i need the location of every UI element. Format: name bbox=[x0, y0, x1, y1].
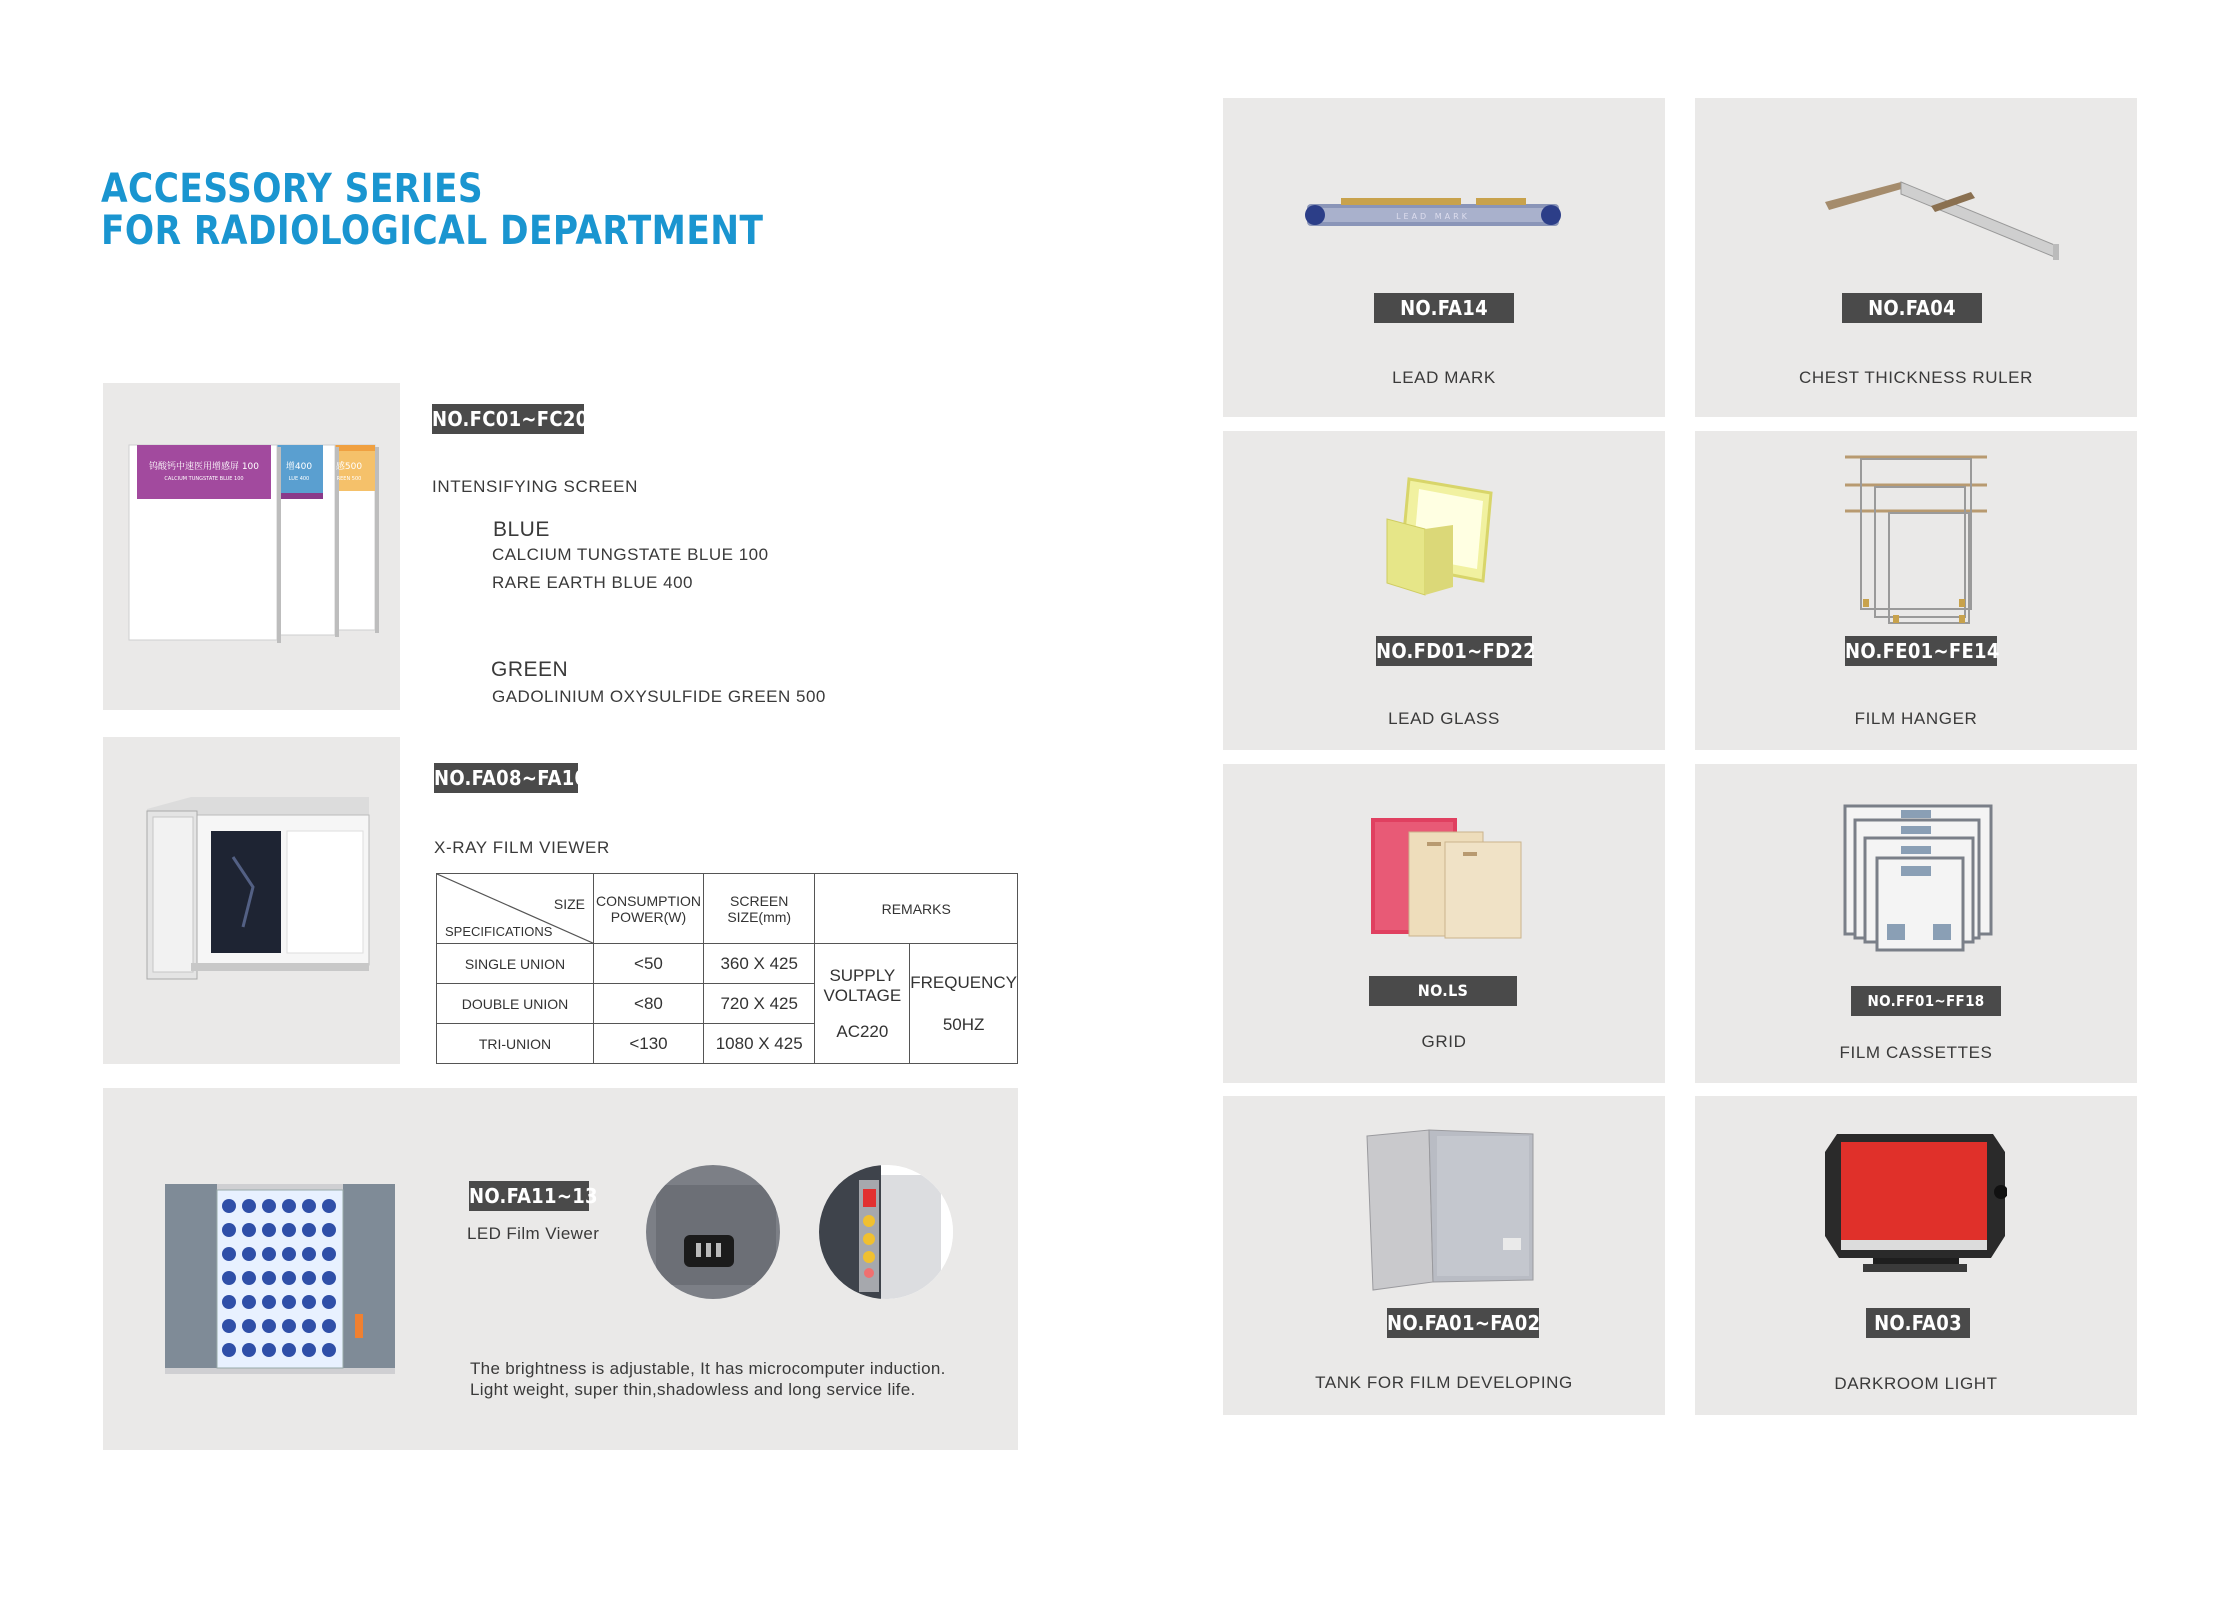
film-viewer-spec-table bbox=[436, 873, 1018, 1064]
led-dot bbox=[282, 1343, 296, 1357]
led-dot bbox=[322, 1319, 336, 1333]
led-dot bbox=[302, 1295, 316, 1309]
blue-heading: BLUE bbox=[493, 518, 550, 541]
led-viewer-caption: LED Film Viewer bbox=[467, 1224, 600, 1243]
chest-ruler-badge: NO.FA04 bbox=[1842, 293, 1982, 323]
led-dot bbox=[302, 1343, 316, 1357]
led-dot bbox=[222, 1295, 236, 1309]
control-panel-icon bbox=[819, 1165, 953, 1299]
film-cassettes-badge: NO.FF01~FF18 bbox=[1851, 986, 2001, 1016]
led-dot bbox=[242, 1319, 256, 1333]
grid-caption: GRID bbox=[1421, 1032, 1467, 1051]
led-dot bbox=[322, 1247, 336, 1261]
led-dot bbox=[242, 1223, 256, 1237]
col-consumption-power: CONSUMPTION POWER(W) bbox=[593, 874, 703, 944]
led-dot bbox=[282, 1199, 296, 1213]
film-hanger-illustration bbox=[1841, 449, 1991, 629]
supply-voltage-label: SUPPLY VOLTAGE bbox=[823, 965, 902, 1005]
screen-label-1: 钨酸钙中速医用增感屏 100 bbox=[148, 462, 260, 472]
led-description-line-1: The brightness is adjustable, It has microcomputer induction. bbox=[470, 1359, 946, 1378]
led-dot bbox=[302, 1319, 316, 1333]
page-title bbox=[101, 168, 763, 252]
lead-mark-illustration bbox=[1301, 194, 1565, 234]
supply-voltage-value: AC220 bbox=[836, 1021, 889, 1041]
row-power: <50 bbox=[593, 944, 703, 984]
lead-glass-badge: NO.FD01~FD22 bbox=[1376, 636, 1532, 666]
grid-illustration bbox=[1367, 812, 1527, 942]
title-line-2: FOR RADIOLOGICAL DEPARTMENT bbox=[101, 208, 764, 254]
screen-label-6: REEN 500 bbox=[336, 476, 362, 482]
led-dot bbox=[222, 1271, 236, 1285]
col-remarks: REMARKS bbox=[815, 874, 1018, 944]
led-dot bbox=[222, 1247, 236, 1261]
film-viewer-caption: X-RAY FILM VIEWER bbox=[434, 838, 610, 857]
row-power: <80 bbox=[593, 984, 703, 1024]
led-dot bbox=[242, 1247, 256, 1261]
led-dot bbox=[322, 1271, 336, 1285]
screen-label-5: 感500 bbox=[335, 462, 363, 472]
led-dot bbox=[262, 1343, 276, 1357]
film-viewer-badge: NO.FA08~FA10 bbox=[434, 763, 578, 793]
led-dot bbox=[262, 1319, 276, 1333]
led-dot bbox=[262, 1199, 276, 1213]
lead-glass-illustration bbox=[1379, 469, 1519, 609]
green-item-1: GADOLINIUM OXYSULFIDE GREEN 500 bbox=[492, 687, 826, 706]
title-line-1: ACCESSORY SERIES bbox=[101, 166, 484, 212]
film-cassettes-illustration bbox=[1841, 802, 1995, 958]
product-card-film-cassettes bbox=[1695, 764, 2137, 1083]
tank-badge: NO.FA01~FA02 bbox=[1387, 1308, 1539, 1338]
tank-illustration bbox=[1363, 1128, 1539, 1292]
led-description-line-2: Light weight, super thin,shadowless and long service life. bbox=[470, 1380, 916, 1399]
product-card-darkroom-light bbox=[1695, 1096, 2137, 1415]
film-hanger-caption: FILM HANGER bbox=[1854, 709, 1978, 728]
col-screen-size: SCREEN SIZE(mm) bbox=[703, 874, 815, 944]
led-dot bbox=[222, 1343, 236, 1357]
blue-item-1: CALCIUM TUNGSTATE BLUE 100 bbox=[492, 545, 769, 564]
darkroom-light-badge: NO.FA03 bbox=[1866, 1308, 1970, 1338]
row-screen: 360 X 425 bbox=[703, 944, 815, 984]
row-power: <130 bbox=[593, 1024, 703, 1064]
intensifying-screen-illustration bbox=[103, 383, 400, 710]
frequency-value: 50HZ bbox=[942, 1014, 985, 1034]
table-corner-cell bbox=[437, 874, 594, 944]
tank-caption: TANK FOR FILM DEVELOPING bbox=[1315, 1373, 1573, 1392]
led-dot bbox=[242, 1295, 256, 1309]
lead-mark-text: LEAD MARK bbox=[1396, 212, 1470, 221]
size-label: SIZE bbox=[553, 896, 585, 912]
green-heading: GREEN bbox=[491, 658, 569, 681]
led-dot bbox=[302, 1223, 316, 1237]
led-dot bbox=[262, 1247, 276, 1261]
film-viewer-illustration bbox=[103, 737, 400, 1064]
row-screen: 720 X 425 bbox=[703, 984, 815, 1024]
power-socket-icon bbox=[646, 1165, 780, 1299]
led-dot bbox=[262, 1271, 276, 1285]
specifications-label: SPECIFICATIONS bbox=[445, 924, 553, 939]
darkroom-light-caption: DARKROOM LIGHT bbox=[1834, 1374, 1998, 1393]
screen-label-3: 增400 bbox=[285, 462, 313, 472]
led-dot bbox=[242, 1271, 256, 1285]
led-dot bbox=[242, 1343, 256, 1357]
film-cassettes-caption: FILM CASSETTES bbox=[1839, 1043, 1993, 1062]
film-hanger-badge: NO.FE01~FE14 bbox=[1845, 636, 1997, 666]
row-name: DOUBLE UNION bbox=[437, 984, 594, 1024]
led-dot bbox=[222, 1223, 236, 1237]
led-viewer-badge: NO.FA11~13 bbox=[469, 1181, 589, 1211]
led-dot bbox=[282, 1319, 296, 1333]
led-dot bbox=[262, 1295, 276, 1309]
led-dot bbox=[322, 1295, 336, 1309]
led-dot bbox=[282, 1271, 296, 1285]
lead-glass-caption: LEAD GLASS bbox=[1388, 709, 1500, 728]
lead-mark-badge: NO.FA14 bbox=[1374, 293, 1514, 323]
screen-label-2: CALCIUM TUNGSTATE BLUE 100 bbox=[164, 476, 244, 482]
led-dot bbox=[322, 1223, 336, 1237]
darkroom-light-illustration bbox=[1823, 1132, 2007, 1282]
intensifying-screen-image-panel bbox=[103, 383, 400, 710]
led-dot bbox=[302, 1271, 316, 1285]
control-panel-detail bbox=[819, 1165, 953, 1299]
intensifying-screen-badge: NO.FC01~FC20 bbox=[432, 404, 584, 434]
chest-ruler-illustration bbox=[1821, 172, 2061, 272]
led-dot bbox=[302, 1247, 316, 1261]
row-screen: 1080 X 425 bbox=[703, 1024, 815, 1064]
led-dot bbox=[322, 1343, 336, 1357]
led-dot bbox=[282, 1223, 296, 1237]
frequency-cell bbox=[910, 944, 1018, 1064]
supply-voltage-cell bbox=[815, 944, 910, 1064]
screen-label-4: LUE 400 bbox=[288, 476, 310, 482]
product-card-lead-mark bbox=[1223, 98, 1665, 417]
frequency-label: FREQUENCY bbox=[910, 972, 1017, 992]
led-dot bbox=[222, 1319, 236, 1333]
led-dot bbox=[262, 1223, 276, 1237]
grid-badge: NO.LS bbox=[1369, 976, 1517, 1006]
row-name: SINGLE UNION bbox=[437, 944, 594, 984]
power-socket-detail bbox=[646, 1165, 780, 1299]
led-dot bbox=[282, 1247, 296, 1261]
led-dot bbox=[322, 1199, 336, 1213]
chest-ruler-caption: CHEST THICKNESS RULER bbox=[1799, 368, 2033, 387]
led-viewer-panel bbox=[103, 1088, 1018, 1450]
product-card-lead-glass bbox=[1223, 431, 1665, 750]
product-card-chest-ruler bbox=[1695, 98, 2137, 417]
product-card-film-hanger bbox=[1695, 431, 2137, 750]
blue-item-2: RARE EARTH BLUE 400 bbox=[492, 573, 693, 592]
led-dot bbox=[222, 1199, 236, 1213]
lead-mark-caption: LEAD MARK bbox=[1392, 368, 1496, 387]
product-card-tank bbox=[1223, 1096, 1665, 1415]
led-dot bbox=[302, 1199, 316, 1213]
led-dot bbox=[242, 1199, 256, 1213]
row-name: TRI-UNION bbox=[437, 1024, 594, 1064]
led-dot bbox=[282, 1295, 296, 1309]
intensifying-screen-caption: INTENSIFYING SCREEN bbox=[432, 477, 638, 496]
film-viewer-image-panel bbox=[103, 737, 400, 1064]
product-card-grid bbox=[1223, 764, 1665, 1083]
led-viewer-illustration bbox=[165, 1184, 395, 1374]
